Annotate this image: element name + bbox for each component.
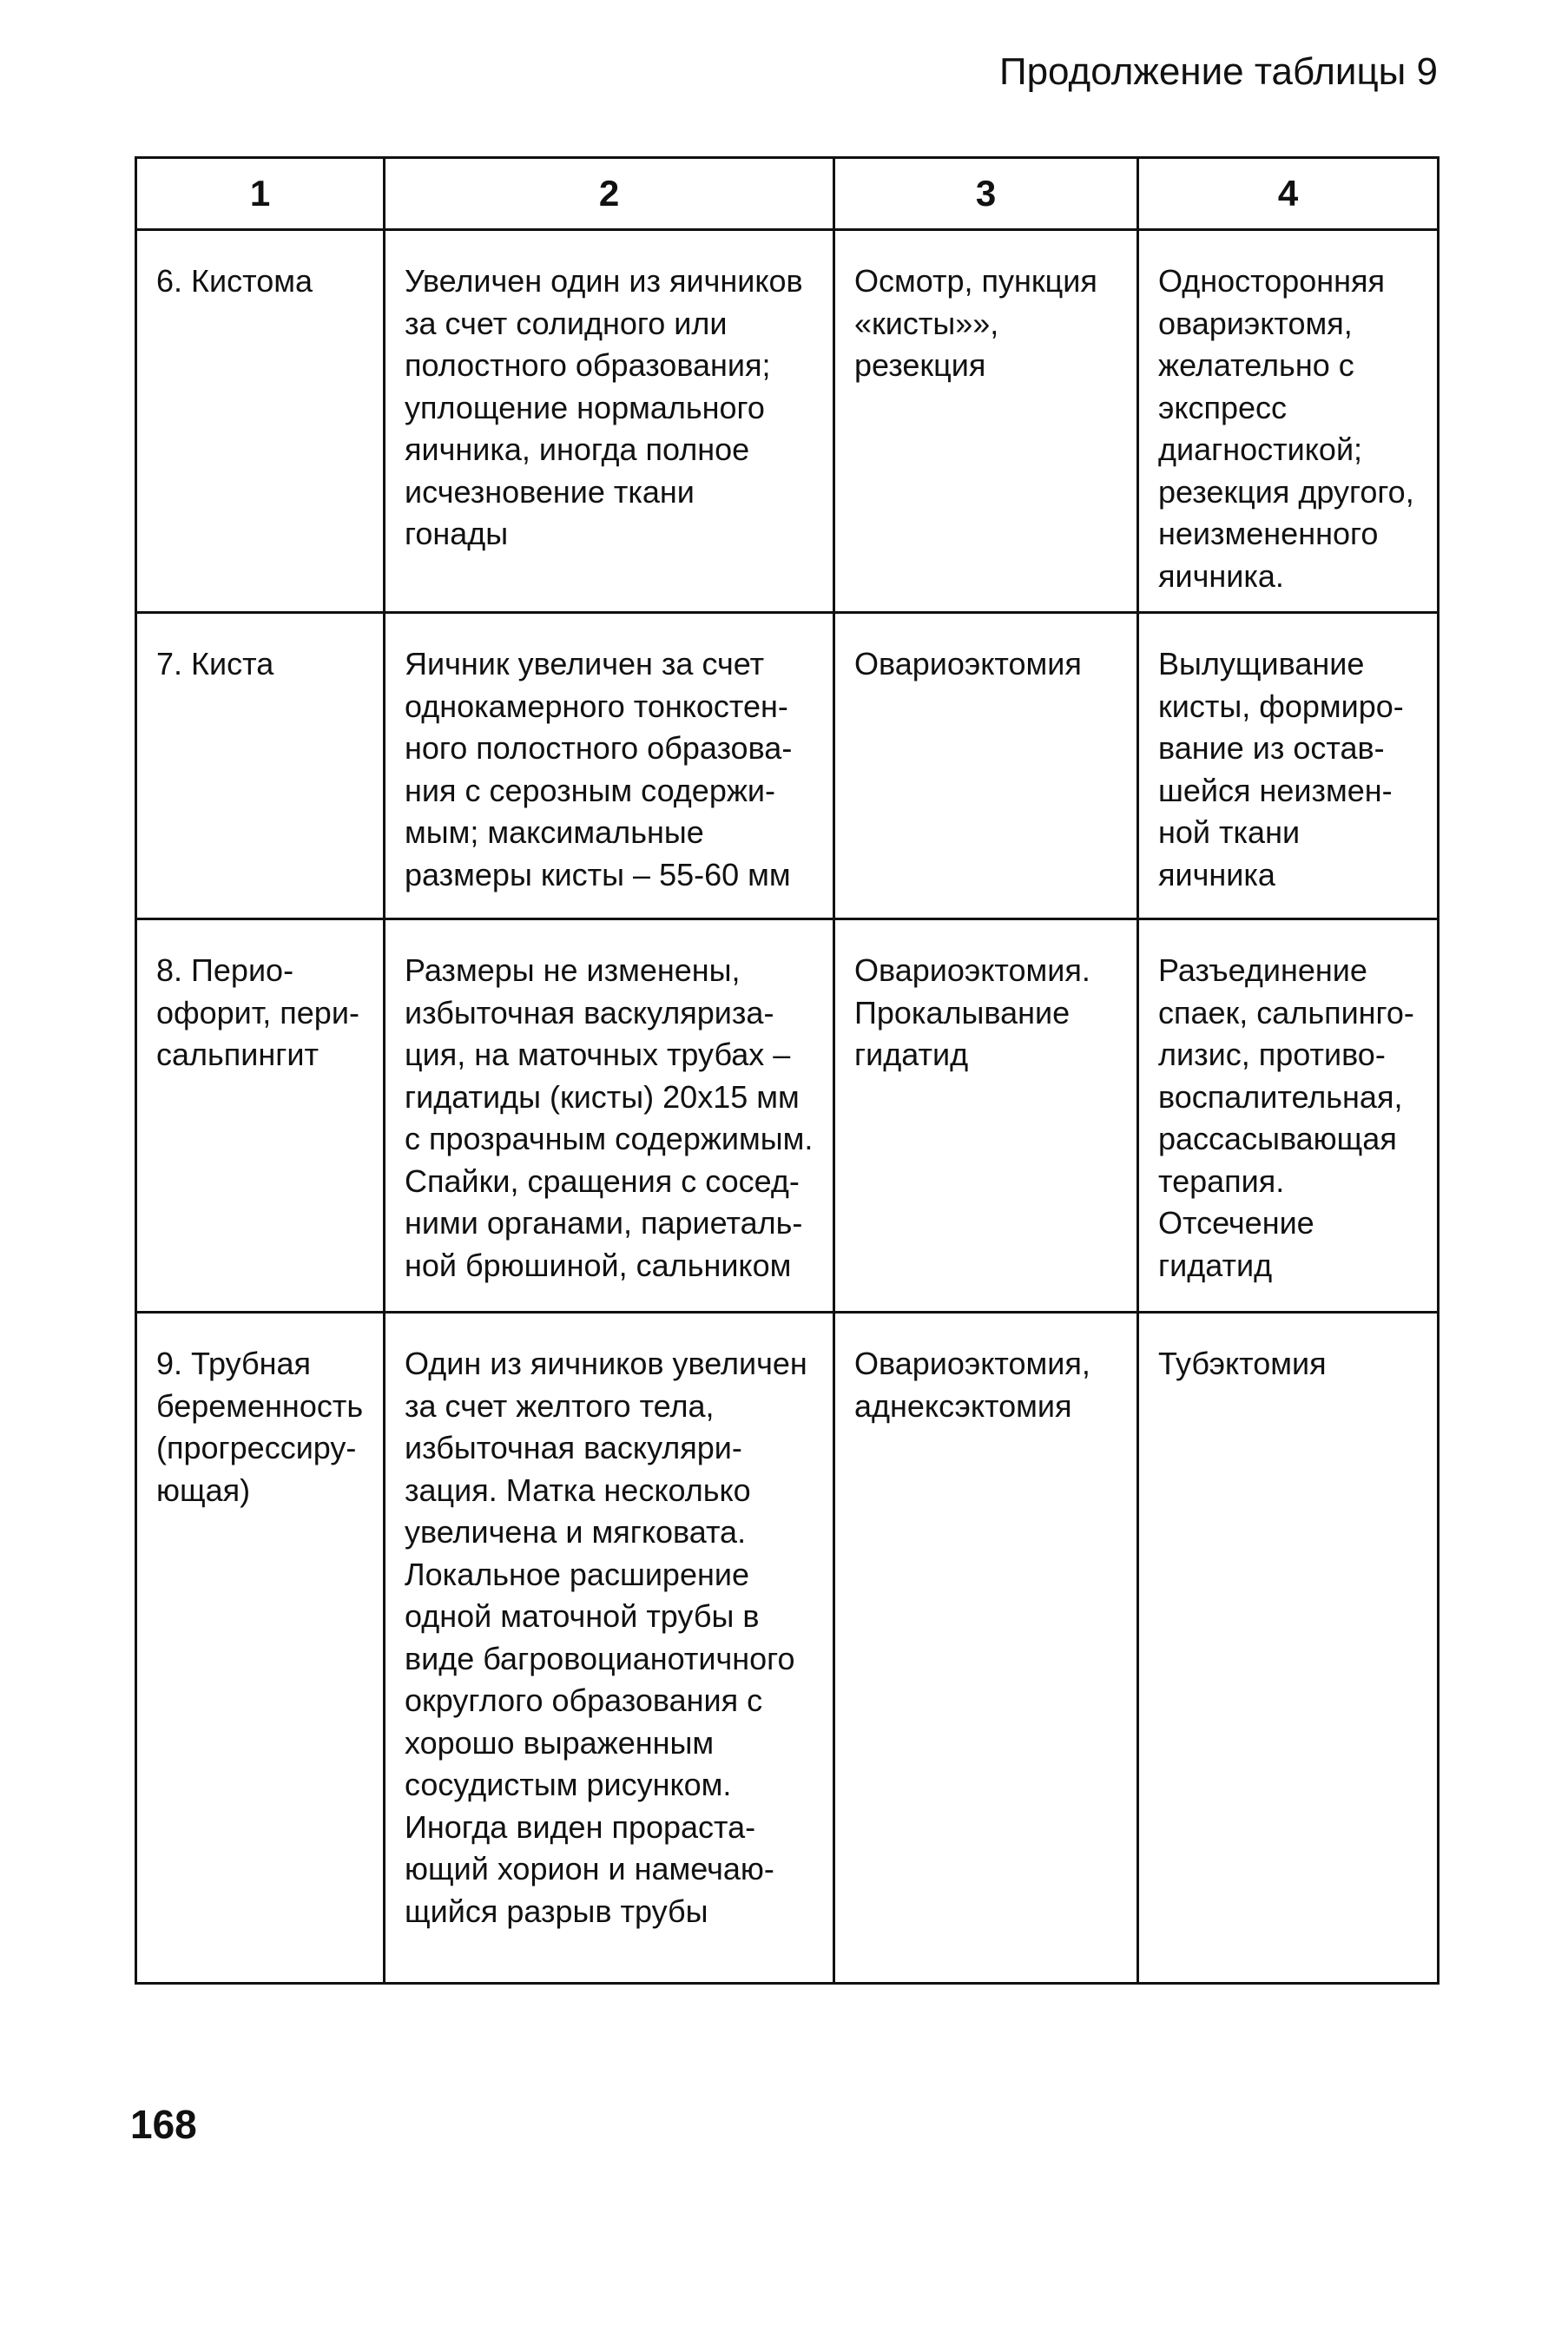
- cell-text-line: рассасывающая: [1158, 1121, 1397, 1156]
- cell-text-line: кисты, формиро-: [1158, 688, 1404, 724]
- table-row: [136, 613, 1439, 919]
- cell-text-line: Локальное расширение: [405, 1556, 749, 1592]
- cell-text-line: терапия.: [1158, 1162, 1285, 1199]
- cell-text-line: Тубэктомия: [1158, 1346, 1327, 1381]
- cell-text-line: гонады: [405, 516, 509, 551]
- cell-text-line: 7. Киста: [156, 646, 274, 681]
- cell-text-line: беременность: [156, 1387, 364, 1424]
- cell-text-line: резекция другого,: [1158, 473, 1414, 510]
- table-header-row: [136, 158, 1439, 230]
- cell-text-line: увеличена и мягковата.: [405, 1514, 747, 1550]
- cell-text-line: вание из остав-: [1158, 730, 1385, 766]
- table-cell-findings: [385, 1313, 834, 1984]
- table-continuation-caption: Продолжение таблицы 9: [998, 50, 1438, 93]
- cell-text-line: резекция: [854, 347, 986, 383]
- table-row: [136, 1313, 1439, 1984]
- cell-text-line: за счет желтого тела,: [405, 1387, 715, 1424]
- cell-text-line: Один из яичников увеличен: [405, 1346, 807, 1381]
- cell-text-line: лизис, противо-: [1158, 1037, 1386, 1072]
- table-row: [136, 919, 1439, 1313]
- cell-text-line: ющая): [156, 1472, 251, 1508]
- cell-text-line: экспресс: [1158, 389, 1288, 425]
- cell-text-line: уплощение нормального: [405, 389, 765, 425]
- cell-text-line: размеры кисты – 55-60 мм: [405, 856, 791, 892]
- cell-text-line: 6. Кистома: [156, 263, 313, 299]
- cell-text-line: яичника: [1158, 856, 1275, 892]
- column-header-4: 4: [1138, 158, 1439, 230]
- column-header-1: 1: [136, 158, 385, 230]
- cell-text-line: Осмотр, пункция: [854, 263, 1097, 299]
- table-cell-treatment: [1138, 1313, 1439, 1984]
- cell-text-line: Разъединение: [1158, 952, 1367, 988]
- cell-text-line: желательно с: [1158, 347, 1354, 383]
- cell-text-line: гидатид: [1158, 1247, 1273, 1283]
- cell-text-line: Яичник увеличен за счет: [405, 646, 765, 681]
- cell-text-line: округлого образования с: [405, 1682, 763, 1718]
- table-cell-surgery: [834, 613, 1138, 919]
- cell-text-line: «кисты»»,: [854, 305, 999, 341]
- cell-text-line: Овариоэктомия: [854, 646, 1082, 681]
- cell-text-line: Односторонняя: [1158, 263, 1386, 299]
- cell-text-line: Прокалывание: [854, 994, 1071, 1030]
- cell-text-line: ного полостного образова-: [405, 730, 793, 766]
- cell-text-line: Увеличен один из яичников: [405, 263, 803, 299]
- cell-text-line: Овариоэктомия,: [854, 1346, 1090, 1381]
- cell-text-line: Иногда виден прораста-: [405, 1808, 756, 1845]
- cell-text-line: 8. Перио-: [156, 952, 294, 988]
- cell-text-line: за счет солидного или: [405, 305, 728, 341]
- cell-text-line: с прозрачным содержимым.: [405, 1121, 814, 1156]
- cell-text-line: мым; максимальные: [405, 814, 704, 850]
- table-cell-treatment: [1138, 230, 1439, 613]
- table-cell-diagnosis: [136, 230, 385, 613]
- data-table: [135, 156, 1440, 1985]
- cell-text-line: виде багровоцианотичного: [405, 1640, 795, 1676]
- cell-text-line: Спайки, сращения с сосед-: [405, 1162, 800, 1199]
- table-row: [136, 230, 1439, 613]
- cell-text-line: сальпингит: [156, 1037, 319, 1072]
- cell-text-line: ной ткани: [1158, 814, 1301, 850]
- cell-text-line: ними органами, париеталь-: [405, 1205, 803, 1241]
- cell-text-line: сосудистым рисунком.: [405, 1767, 732, 1802]
- table-cell-diagnosis: [136, 613, 385, 919]
- cell-text-line: аднексэктомия: [854, 1387, 1072, 1424]
- cell-text-line: Овариоэктомия.: [854, 952, 1090, 988]
- cell-text-line: исчезновение ткани: [405, 473, 695, 510]
- cell-text-line: воспалительная,: [1158, 1078, 1403, 1115]
- cell-text-line: (прогрессиру-: [156, 1430, 357, 1465]
- cell-text-line: Размеры не изменены,: [405, 952, 741, 988]
- table-cell-findings: [385, 230, 834, 613]
- cell-text-line: офорит, пери-: [156, 994, 359, 1030]
- cell-text-line: Вылущивание: [1158, 646, 1365, 681]
- cell-text-line: гидатид: [854, 1037, 969, 1072]
- table-cell-surgery: [834, 1313, 1138, 1984]
- table-cell-treatment: [1138, 613, 1439, 919]
- table-header: [136, 158, 1439, 230]
- cell-text-line: ющий хорион и намечаю-: [405, 1851, 774, 1886]
- cell-text-line: гидатиды (кисты) 20х15 мм: [405, 1078, 800, 1115]
- cell-text-line: зация. Матка несколько: [405, 1472, 751, 1508]
- table-cell-surgery: [834, 919, 1138, 1313]
- cell-text-line: Отсечение: [1158, 1205, 1314, 1241]
- table-cell-surgery: [834, 230, 1138, 613]
- cell-text-line: полостного образования;: [405, 347, 771, 383]
- table-cell-diagnosis: [136, 1313, 385, 1984]
- table-cell-findings: [385, 919, 834, 1313]
- cell-text-line: яичника, иногда полное: [405, 431, 750, 467]
- cell-text-line: избыточная васкуляриза-: [405, 994, 774, 1030]
- cell-text-line: спаек, сальпинго-: [1158, 994, 1414, 1030]
- cell-text-line: хорошо выраженным: [405, 1724, 715, 1761]
- cell-text-line: ция, на маточных трубах –: [405, 1037, 791, 1072]
- table-body: [136, 230, 1439, 1984]
- table-cell-treatment: [1138, 919, 1439, 1313]
- cell-text-line: ния с серозным содержи-: [405, 772, 776, 808]
- page-number: 168: [130, 2102, 197, 2147]
- column-header-3: 3: [834, 158, 1138, 230]
- cell-text-line: яичника.: [1158, 557, 1284, 594]
- table-cell-diagnosis: [136, 919, 385, 1313]
- cell-text-line: диагностикой;: [1158, 431, 1363, 467]
- cell-text-line: однокамерного тонкостен-: [405, 688, 788, 724]
- table-cell-findings: [385, 613, 834, 919]
- cell-text-line: ной брюшиной, сальником: [405, 1247, 792, 1283]
- cell-text-line: 9. Трубная: [156, 1346, 312, 1381]
- cell-text-line: одной маточной трубы в: [405, 1598, 760, 1634]
- cell-text-line: овариэктомя,: [1158, 305, 1353, 341]
- cell-text-line: избыточная васкуляри-: [405, 1430, 742, 1465]
- cell-text-line: шейся неизмен-: [1158, 772, 1393, 808]
- cell-text-line: щийся разрыв трубы: [405, 1893, 708, 1929]
- column-header-2: 2: [385, 158, 834, 230]
- cell-text-line: неизмененного: [1158, 516, 1379, 551]
